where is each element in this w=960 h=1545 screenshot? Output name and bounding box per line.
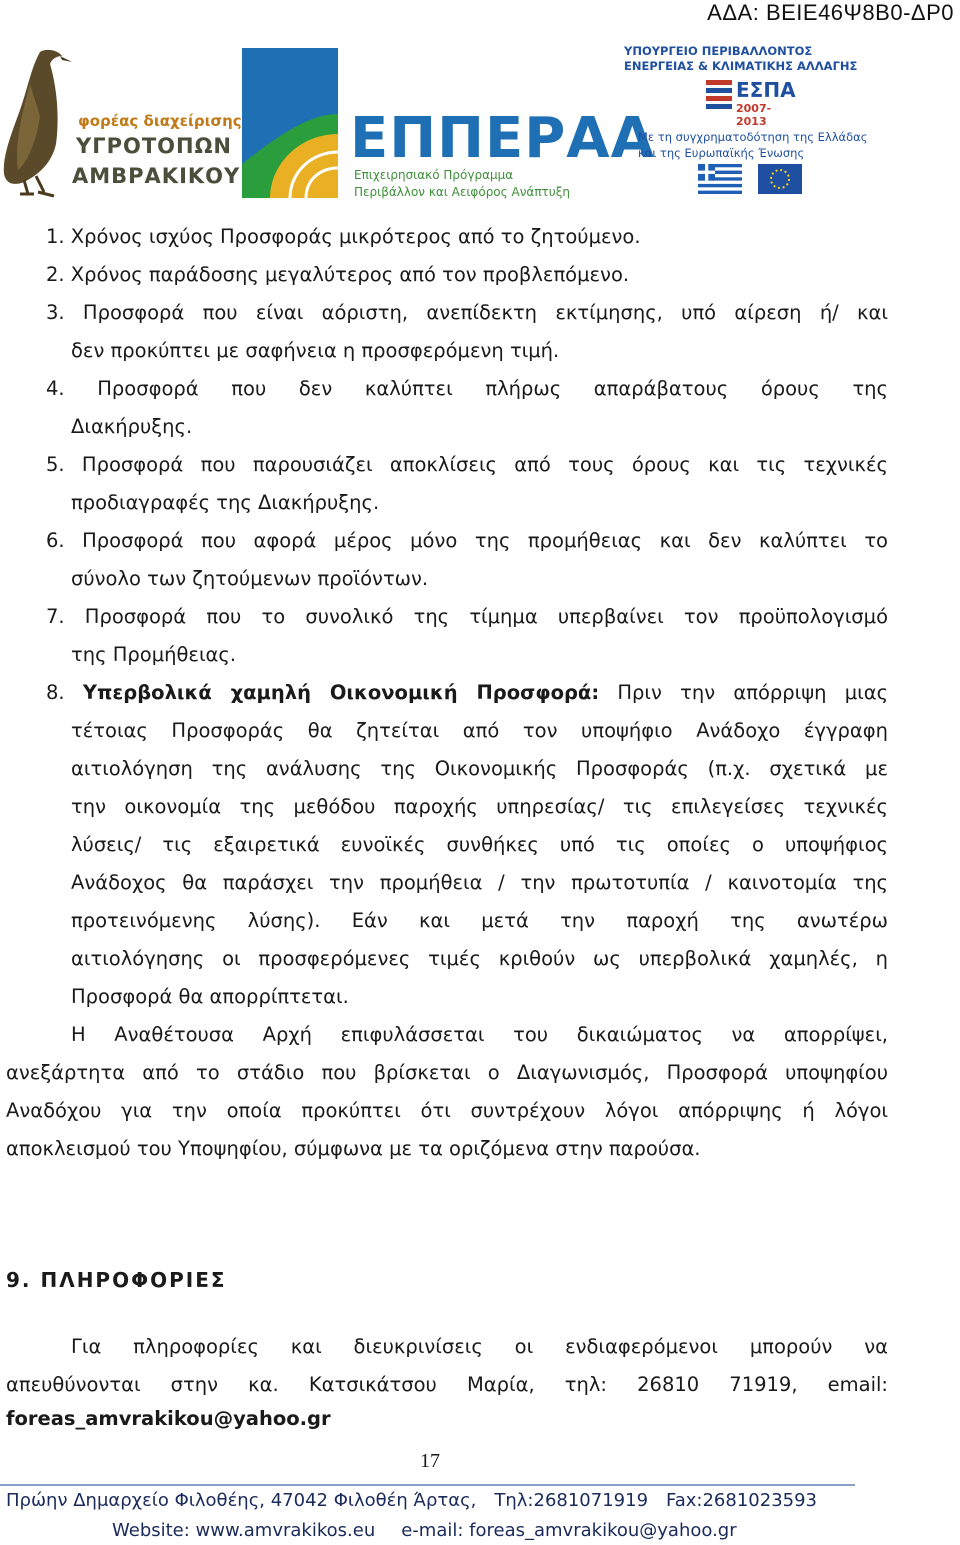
heron-bird-icon: [0, 44, 80, 199]
footer-fax: Fax:2681023593: [666, 1490, 818, 1511]
list-item-5-line1: 5. Προσφορά που παρουσιάζει αποκλίσεις από τους όρους και τις τεχνικές: [46, 453, 888, 476]
list-item-5-line2: προδιαγραφές της Διακήρυξης.: [71, 491, 380, 514]
list-item-6-line2: σύνολο των ζητούμενων προϊόντων.: [71, 567, 429, 590]
paragraph-line1: Η Αναθέτουσα Αρχή επιφυλάσσεται του δικαιώματος να απορρίψει,: [71, 1023, 888, 1046]
list-item-8-number: 8.: [46, 681, 65, 704]
footer-line2: [112, 1520, 763, 1541]
list-item-3-line2: δεν προκύπτει με σαφήνεια η προσφερόμενη τιμή.: [71, 339, 560, 362]
footer-tel: Τηλ:2681071919: [494, 1490, 649, 1511]
footer-email[interactable]: e-mail: foreas_amvrakikou@yahoo.gr: [401, 1520, 737, 1541]
espa-label: ΕΣΠΑ: [736, 78, 796, 102]
eperaa-subtitle-2: Περιβάλλον και Αειφόρος Ανάπτυξη: [354, 185, 571, 199]
list-item-8-line1: [46, 674, 888, 712]
wetlands-logo: [0, 44, 242, 199]
list-item-8-line8: αιτιολόγησης οι προσφερόμενες τιμές κριθούν ως υπερβολικά χαμηλές, η: [71, 947, 888, 970]
paragraph-line3: Αναδόχου για την οποία προκύπτει ότι συντρέχουν λόγοι απόρριψης ή λόγοι: [6, 1099, 888, 1122]
list-item-8-line5: λύσεις/ τις εξαιρετικά ευνοϊκές συνθήκες υπό τις οποίες ο υποψήφιος: [71, 833, 888, 856]
espa-stripes-icon: [706, 78, 734, 118]
ada-code: ΑΔΑ: ΒΕΙΕ46Ψ8Β0-ΔΡ0: [707, 0, 954, 25]
section-heading: 9. ΠΛΗΡΟΦΟΡΙΕΣ: [6, 1268, 227, 1292]
list-item-4-line1: 4. Προσφορά που δεν καλύπτει πλήρως απαράβατους όρους της: [46, 377, 888, 400]
list-item-8-rest: Πριν την απόρριψη μιας: [617, 681, 889, 704]
list-item-8-line9: Προσφορά θα απορρίπτεται.: [71, 985, 349, 1008]
page-number: 17: [420, 1450, 440, 1472]
list-item-8-line2: τέτοιας Προσφοράς θα ζητείται από τον υποψήφιο Ανάδοχο έγγραφη: [71, 719, 888, 742]
paragraph-line2: ανεξάρτητα από το στάδιο που βρίσκεται ο Διαγωνισμός, Προσφορά υποψηφίου: [6, 1061, 888, 1084]
list-item-6-line1: 6. Προσφορά που αφορά μέρος μόνο της προμήθειας και δεν καλύπτει το: [46, 529, 888, 552]
list-item-7-line1: 7. Προσφορά που το συνολικό της τίμημα υπερβαίνει τον προϋπολογισμό: [46, 605, 888, 628]
wetlands-logo-line3: ΑΜΒΡΑΚΙΚΟΥ: [72, 164, 241, 188]
list-item-4-line2: Διακήρυξης.: [71, 415, 193, 438]
eperaa-emblem-icon: [240, 44, 350, 204]
footer-website[interactable]: Website: www.amvrakikos.eu: [112, 1520, 376, 1541]
cofund-line2: και της Ευρωπαϊκής Ένωσης: [638, 146, 805, 160]
list-item-8-line4: την οικονομία της μεθόδου παροχής υπηρεσίας/ τις επιλεγείσες τεχνικές: [71, 795, 888, 818]
info-line2: απευθύνονται στην κα. Κατσικάτσου Μαρία, τηλ: 26810 71919, email:: [6, 1373, 888, 1396]
eu-flag-icon: [758, 164, 802, 194]
footer-line1: [6, 1490, 835, 1511]
cofund-line1: Με τη συγχρηματοδότηση της Ελλάδας: [638, 130, 868, 144]
ministry-line1: ΥΠΟΥΡΓΕΙΟ ΠΕΡΙΒΑΛΛΟΝΤΟΣ: [624, 44, 813, 58]
footer-divider: [0, 1484, 855, 1486]
eperaa-logo: [240, 44, 655, 204]
greek-flag-icon: [698, 164, 742, 194]
list-item-2: 2. Χρόνος παράδοσης μεγαλύτερος από τον προβλεπόμενο.: [46, 263, 630, 286]
list-item-3-line1: 3. Προσφορά που είναι αόριστη, ανεπίδεκτη εκτίμησης, υπό αίρεση ή/ και: [46, 301, 888, 324]
eperaa-name: ΕΠΠΕΡΑΑ: [350, 106, 655, 171]
footer-address: Πρώην Δημαρχείο Φιλοθέης, 47042 Φιλοθέη Άρτας,: [6, 1490, 477, 1511]
list-item-7-line2: της Προμήθειας.: [71, 643, 237, 666]
espa-years: 2007-2013: [736, 102, 772, 128]
info-email[interactable]: foreas_amvrakikou@yahoo.gr: [6, 1407, 331, 1430]
paragraph-line4: αποκλεισμού του Υποψηφίου, σύμφωνα με τα οριζόμενα στην παρούσα.: [6, 1137, 701, 1160]
list-item-8-line6: Ανάδοχος θα παράσχει την προμήθεια / την πρωτοτυπία / καινοτομία της: [71, 871, 888, 894]
wetlands-logo-line2: ΥΓΡΟΤΟΠΩΝ: [76, 134, 233, 158]
list-item-8-bold-title: Υπερβολικά χαμηλή Οικονομική Προσφορά:: [82, 681, 600, 704]
info-line1: Για πληροφορίες και διευκρινίσεις οι ενδιαφερόμενοι μπορούν να: [71, 1335, 888, 1358]
list-item-1: 1. Χρόνος ισχύος Προσφοράς μικρότερος από το ζητούμενο.: [46, 225, 641, 248]
eperaa-subtitle-1: Επιχειρησιακό Πρόγραμμα: [354, 168, 514, 182]
ministry-logo: [618, 44, 878, 204]
wetlands-logo-line1: φορέας διαχείρισης: [78, 112, 242, 130]
list-item-8-line3: αιτιολόγηση της ανάλυσης της Οικονομικής Προσφοράς (π.χ. σχετικά με: [71, 757, 888, 780]
espa-logo: [706, 78, 796, 138]
list-item-8-line7: προτεινόμενης λύσης). Εάν και μετά την παροχή της ανωτέρω: [71, 909, 888, 932]
ministry-line2: ΕΝΕΡΓΕΙΑΣ & ΚΛΙΜΑΤΙΚΗΣ ΑΛΛΑΓΗΣ: [624, 59, 858, 73]
